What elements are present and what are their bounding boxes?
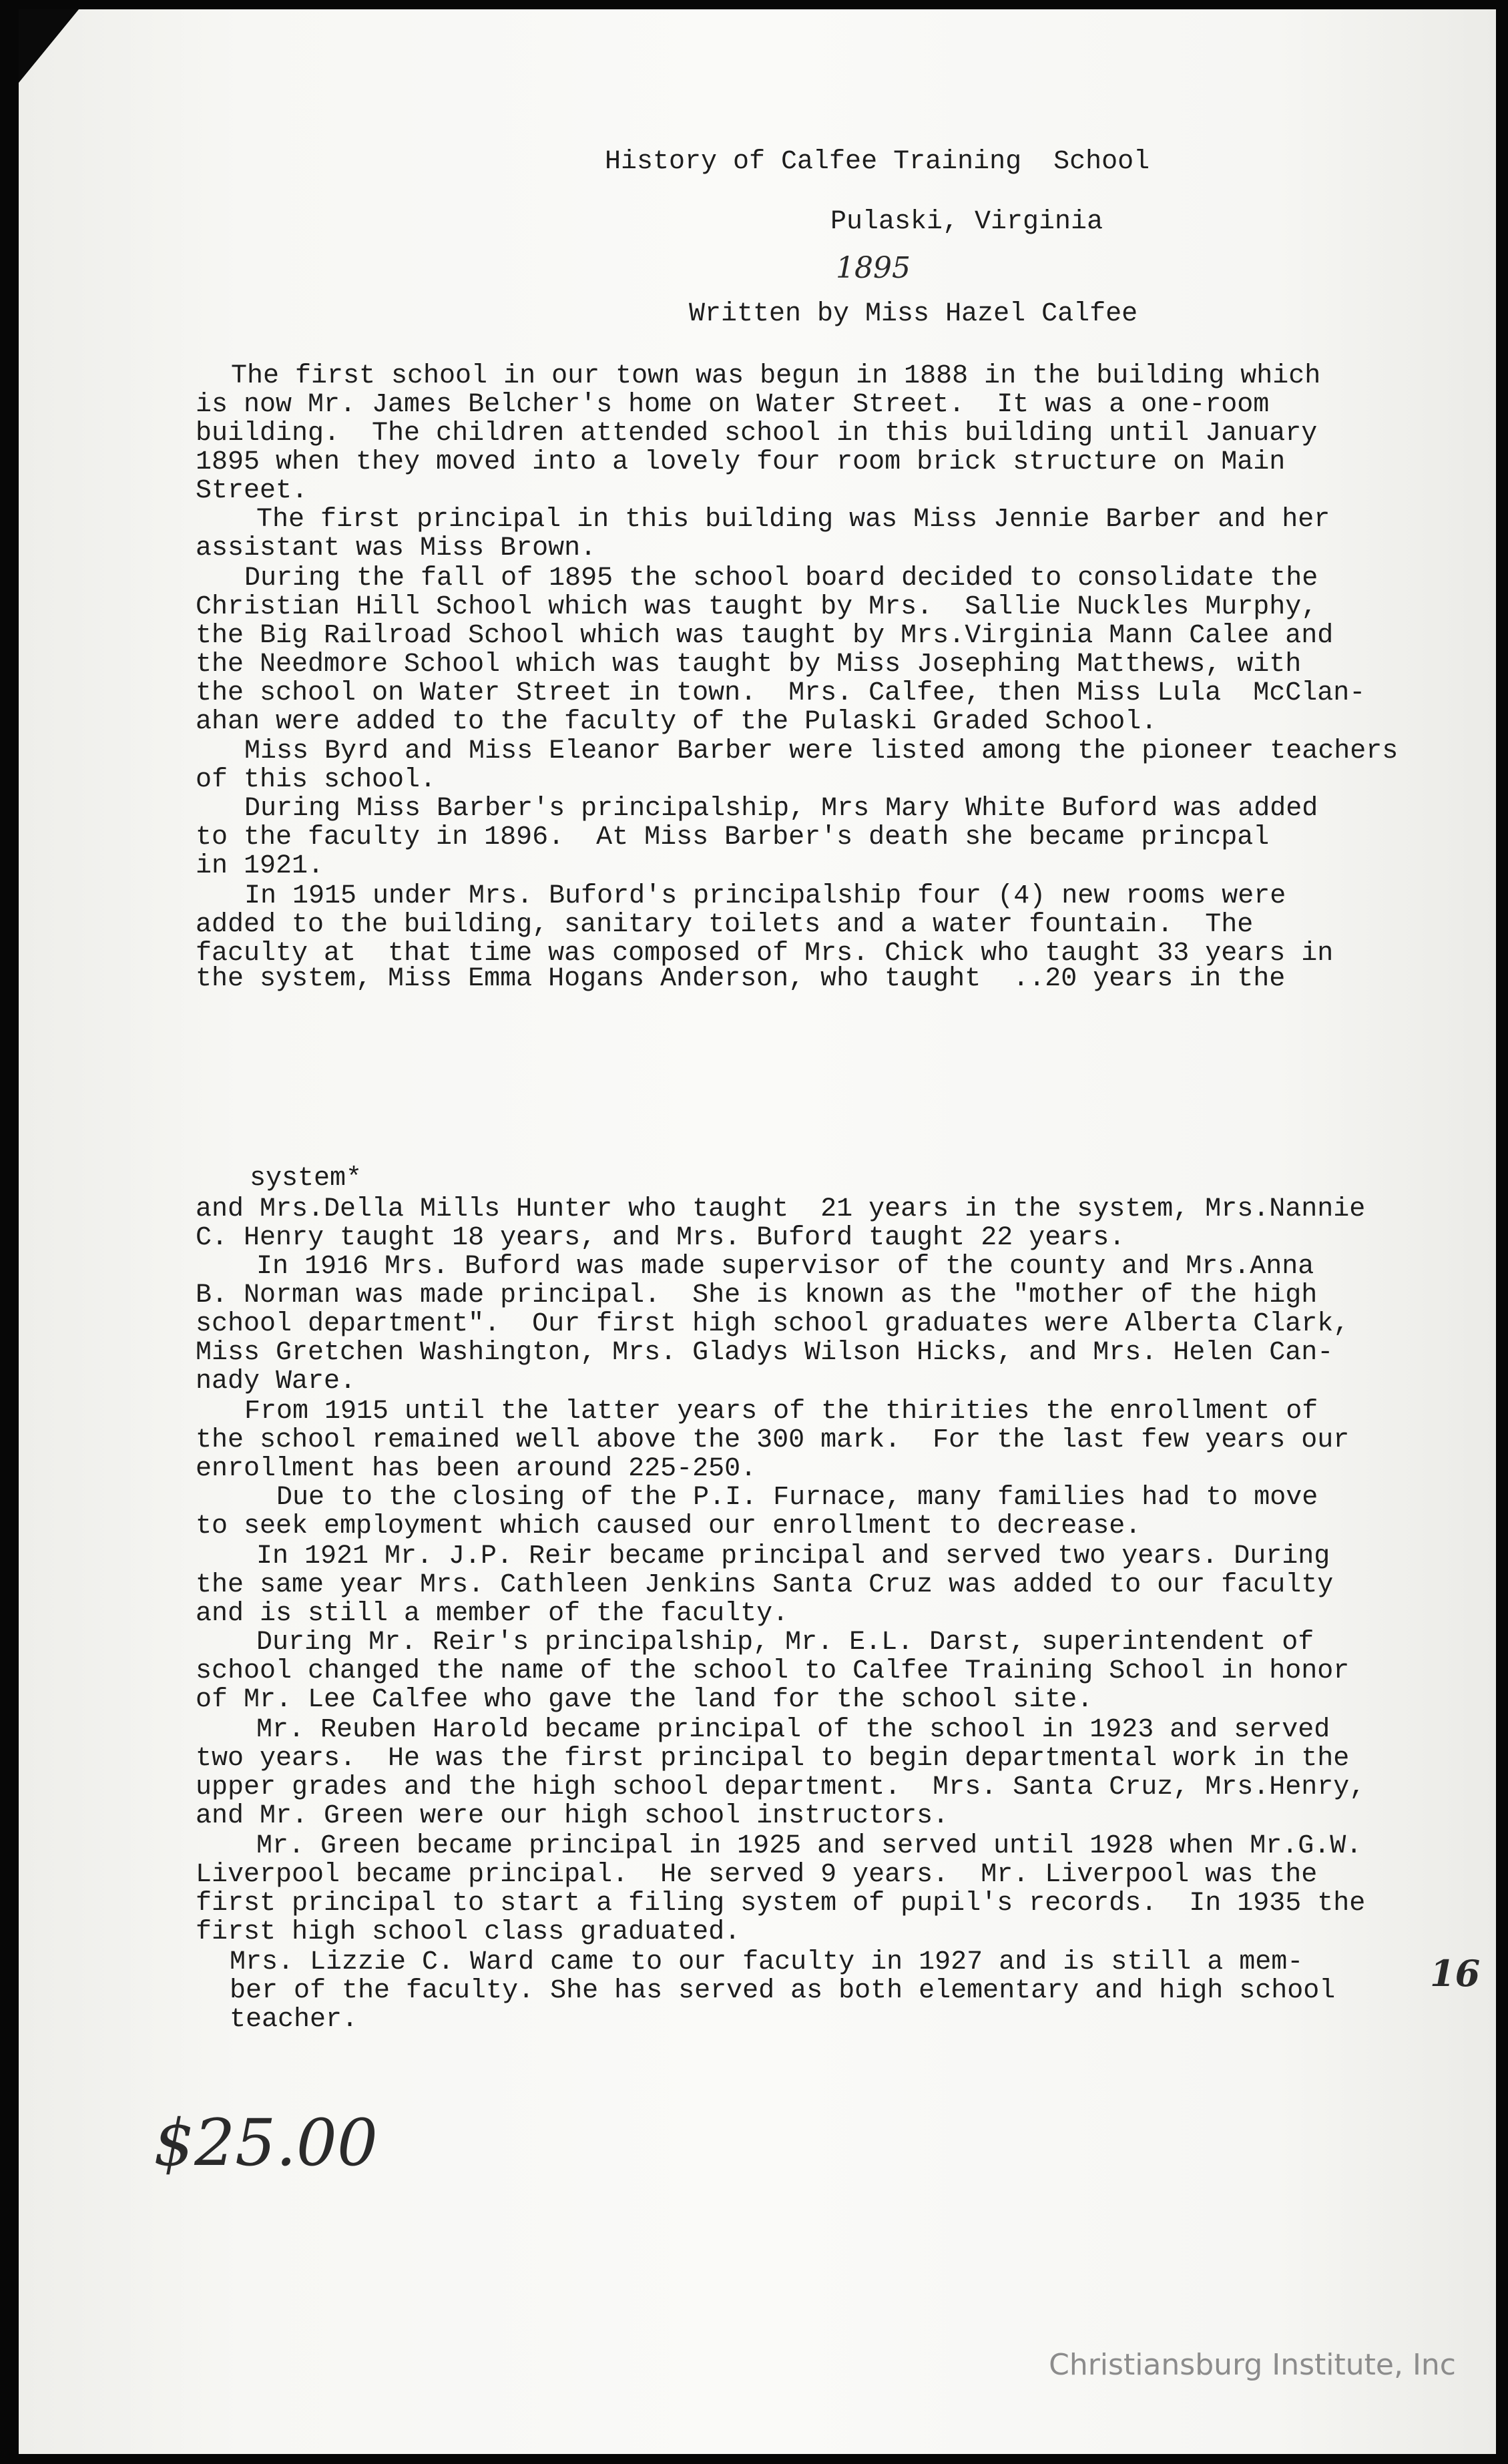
text-line: Liverpool became principal. He served 9 years. Mr. Liverpool was the — [196, 1860, 1318, 1890]
text-line: C. Henry taught 18 years, and Mrs. Buford taught 22 years. — [196, 1223, 1125, 1253]
body-section-bottom — [19, 9, 1496, 2454]
handwritten-price: $25.00 — [154, 2106, 378, 2180]
text-line: and is still a member of the faculty. — [196, 1599, 789, 1629]
text-line: two years. He was the first principal to begin departmental work in the — [196, 1744, 1350, 1774]
text-line: Mr. Green became principal in 1925 and served until 1928 when Mr.G.W. — [256, 1831, 1362, 1861]
text-line: Mr. Reuben Harold became principal of the school in 1923 and served — [256, 1715, 1330, 1745]
text-line: Mrs. Lizzie C. Ward came to our faculty in 1927 and is still a mem- — [230, 1947, 1304, 1977]
text-line: ber of the faculty. She has served as both elementary and high school — [230, 1976, 1336, 2006]
text-line: From 1915 until the latter years of the thirities the enrollment of — [244, 1397, 1318, 1427]
text-line: Christian Hill School which was taught by Mrs. Sallie Nuckles Murphy, — [196, 592, 1318, 622]
text-line: the system, Miss Emma Hogans Anderson, who taught ..20 years in the — [196, 964, 1286, 994]
text-line: assistant was Miss Brown. — [196, 533, 597, 563]
text-line: is now Mr. James Belcher's home on Water Street. It was a one-room — [196, 390, 1270, 420]
text-line: the Big Railroad School which was taught by Mrs.Virginia Mann Calee and — [196, 621, 1334, 651]
text-line: to seek employment which caused our enrollment to decrease. — [196, 1511, 1142, 1541]
text-line: the school on Water Street in town. Mrs. Calfee, then Miss Lula McClan- — [196, 678, 1366, 708]
text-line: the same year Mrs. Cathleen Jenkins Santa Cruz was added to our faculty — [196, 1570, 1334, 1600]
handwritten-year: 1895 — [836, 251, 911, 285]
text-line: In 1915 under Mrs. Buford's principalship four (4) new rooms were — [244, 881, 1286, 911]
text-line: in 1921. — [196, 851, 324, 881]
text-line: The first school in our town was begun in 1888 in the building which — [231, 361, 1321, 391]
text-line: B. Norman was made principal. She is known as the "mother of the high — [196, 1280, 1318, 1310]
handwritten-page-number: 16 — [1430, 1952, 1481, 1995]
text-line: Street. — [196, 476, 308, 506]
text-line: the school remained well above the 300 mark. For the last few years our — [196, 1425, 1350, 1455]
text-line: During Miss Barber's principalship, Mrs Mary White Buford was added — [244, 794, 1318, 824]
text-line: first high school class graduated. — [196, 1917, 741, 1947]
document-title: History of Calfee Training School — [605, 147, 1150, 177]
text-line: and Mr. Green were our high school instructors. — [196, 1801, 949, 1831]
text-line: During Mr. Reir's principalship, Mr. E.L. Darst, superintendent of — [256, 1628, 1314, 1658]
text-line: Miss Byrd and Miss Eleanor Barber were listed among the pioneer teachers — [244, 736, 1399, 766]
text-line: The first principal in this building was Miss Jennie Barber and her — [256, 505, 1330, 535]
text-line: school department". Our first high school graduates were Alberta Clark, — [196, 1309, 1350, 1339]
text-line: nady Ware. — [196, 1367, 356, 1397]
document-page — [19, 9, 1496, 2454]
text-line: of Mr. Lee Calfee who gave the land for the school site. — [196, 1685, 1093, 1715]
text-line: ahan were added to the faculty of the Pulaski Graded School. — [196, 707, 1158, 737]
watermark-text: Christiansburg Institute, Inc — [1049, 2348, 1456, 2382]
text-line: added to the building, sanitary toilets and a water fountain. The — [196, 910, 1254, 940]
document-byline: Written by Miss Hazel Calfee — [689, 299, 1138, 329]
text-line: teacher. — [230, 2005, 358, 2035]
text-line: system* — [250, 1164, 362, 1194]
text-line: In 1921 Mr. J.P. Reir became principal and served two years. During — [256, 1541, 1330, 1571]
text-line: and Mrs.Della Mills Hunter who taught 21 years in the system, Mrs.Nannie — [196, 1194, 1366, 1224]
text-line: Due to the closing of the P.I. Furnace, many families had to move — [276, 1483, 1318, 1513]
text-line: 1895 when they moved into a lovely four room brick structure on Main — [196, 447, 1286, 477]
text-line: the Needmore School which was taught by Miss Josephing Matthews, with — [196, 650, 1302, 680]
text-line: Miss Gretchen Washington, Mrs. Gladys Wilson Hicks, and Mrs. Helen Can- — [196, 1338, 1334, 1368]
text-line: building. The children attended school in this building until January — [196, 419, 1318, 449]
text-line: enrollment has been around 225-250. — [196, 1454, 757, 1484]
text-line: faculty at that time was composed of Mrs. Chick who taught 33 years in — [196, 939, 1334, 969]
text-line: to the faculty in 1896. At Miss Barber's death she became princpal — [196, 822, 1270, 852]
text-line: school changed the name of the school to Calfee Training School in honor — [196, 1656, 1350, 1686]
document-place: Pulaski, Virginia — [830, 207, 1103, 237]
text-line: In 1916 Mrs. Buford was made supervisor of the county and Mrs.Anna — [256, 1252, 1314, 1282]
text-line: first principal to start a filing system of pupil's records. In 1935 the — [196, 1889, 1366, 1919]
text-line: During the fall of 1895 the school board decided to consolidate the — [244, 563, 1318, 593]
text-line: upper grades and the high school department. Mrs. Santa Cruz, Mrs.Henry, — [196, 1772, 1366, 1802]
text-line: of this school. — [196, 765, 437, 795]
